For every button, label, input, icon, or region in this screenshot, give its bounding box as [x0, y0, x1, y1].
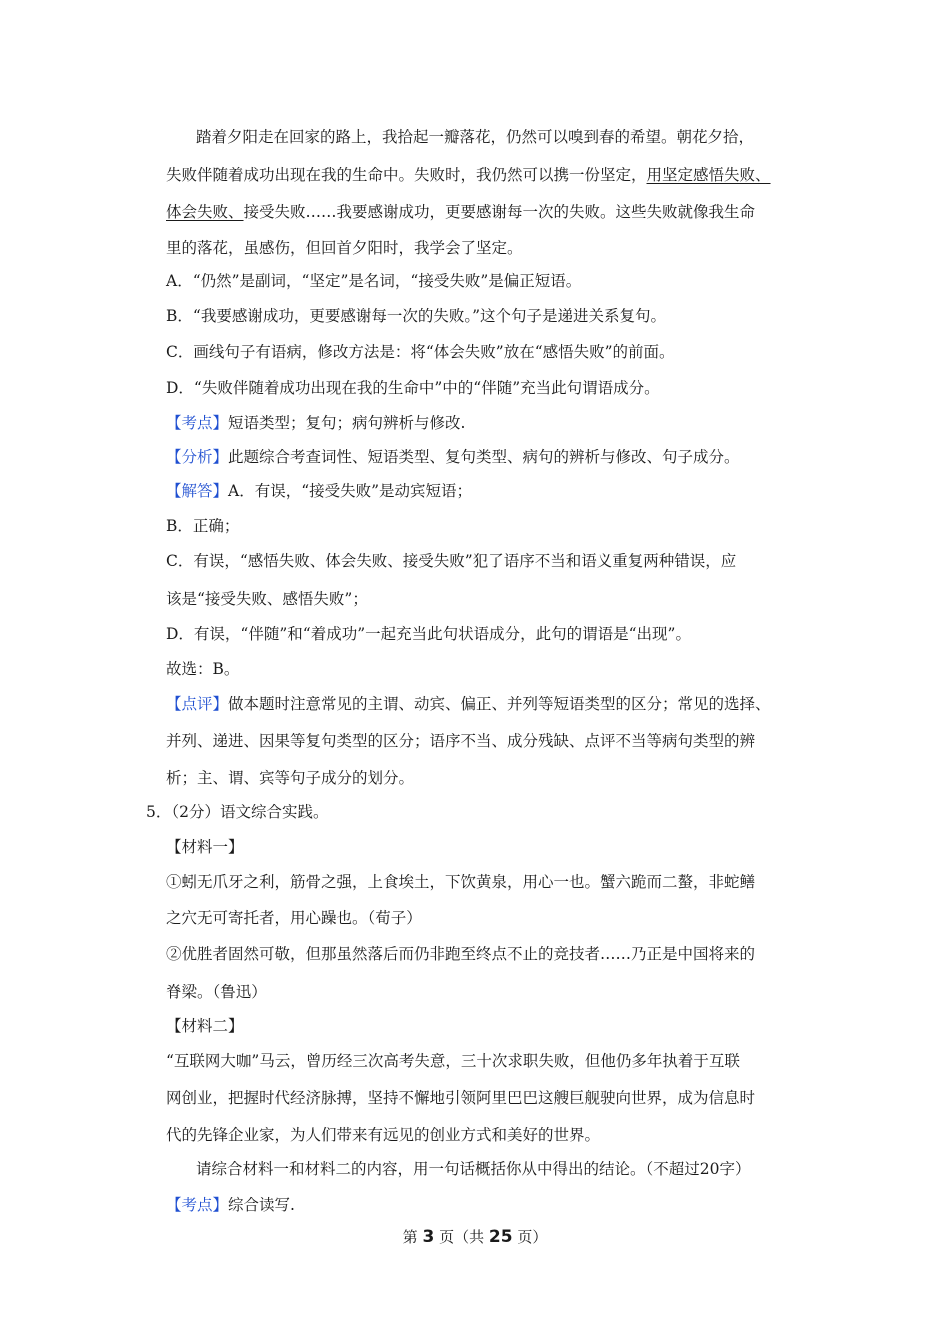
- dianping-tag: 【点评】: [166, 695, 229, 713]
- answer-b: B．正确；: [166, 517, 240, 535]
- option-d: D．“失败伴随着成功出现在我的生命中”中的“伴随”充当此句谓语成分。: [166, 379, 660, 397]
- kaodian-tag: 【考点】: [166, 414, 229, 432]
- jieda-text: A．有误，“接受失败”是动宾短语；: [228, 482, 473, 500]
- kaodian-text: 短语类型；复句；病句辨析与修改.: [228, 414, 466, 432]
- passage-line-2: [166, 165, 826, 185]
- answer-choice: 故选：B。: [166, 660, 240, 678]
- page-footer: [0, 1227, 950, 1247]
- passage-line-3: [166, 202, 826, 222]
- option-a: A．“仍然”是副词，“坚定”是名词，“接受失败”是偏正短语。: [166, 272, 582, 290]
- material-2-title: 【材料二】: [166, 1017, 244, 1035]
- question-5-heading: 5．（2分）语文综合实践。: [146, 803, 329, 821]
- material-2-line-2: 网创业，把握时代经济脉搏，坚持不懈地引领阿里巴巴这艘巨舰驶向世界，成为信息时: [166, 1089, 756, 1107]
- material-2-line-1: “互联网大咖”马云，曾历经三次高考失意，三十次求职失败，但他仍多年执着于互联: [166, 1052, 740, 1070]
- answer-d: D．有误，“伴随”和“着成功”一起充当此句状语成分，此句的谓语是“出现”。: [166, 625, 691, 643]
- kaodian-line: [166, 413, 826, 433]
- dianping-line-3: 析；主、谓、宾等句子成分的划分。: [166, 769, 415, 787]
- material-1-item-1: ①蚓无爪牙之利，筋骨之强，上食埃土，下饮黄泉，用心一也。蟹六跪而二螯，非蛇鳝: [166, 873, 756, 891]
- page-total: 25: [488, 1227, 513, 1247]
- material-1-item-2: ②优胜者固然可敬，但那虽然落后而仍非跑至终点不止的竞技者……乃正是中国将来的: [166, 945, 756, 963]
- footer-pre: 第: [402, 1228, 418, 1246]
- option-b: B．“我要感谢成功，更要感谢每一次的失败。”这个句子是递进关系复句。: [166, 307, 666, 325]
- material-2-line-3: 代的先锋企业家，为人们带来有远见的创业方式和美好的世界。: [166, 1126, 601, 1144]
- dianping-line-2: 并列、递进、因果等复句类型的区分；语序不当、成分残缺、点评不当等病句类型的辨: [166, 732, 756, 750]
- passage-line-1: 踏着夕阳走在回家的路上，我拾起一瓣落花，仍然可以嗅到春的希望。朝花夕拾，: [196, 128, 755, 146]
- kaodian-text: 综合读写.: [228, 1196, 295, 1214]
- material-1-item-1-cont: 之穴无可寄托者，用心躁也。（荀子）: [166, 909, 422, 927]
- kaodian-tag: 【考点】: [166, 1196, 229, 1214]
- passage-text: 失败伴随着成功出现在我的生命中。失败时，我仍然可以携一份坚定，: [166, 166, 647, 184]
- underlined-sentence: 体会失败、: [166, 203, 244, 221]
- material-1-item-2-cont: 脊梁。（鲁迅）: [166, 983, 267, 1001]
- dianping-line-1: [166, 694, 826, 714]
- fenxi-text: 此题综合考查词性、短语类型、复句类型、病句的辨析与修改、句子成分。: [228, 448, 740, 466]
- fenxi-line: [166, 447, 826, 467]
- material-1-title: 【材料一】: [166, 838, 244, 856]
- jieda-tag: 【解答】: [166, 482, 229, 500]
- fenxi-tag: 【分析】: [166, 448, 229, 466]
- option-c: C．画线句子有语病，修改方法是：将“体会失败”放在“感悟失败”的前面。: [166, 343, 675, 361]
- underlined-sentence: 用坚定感悟失败、: [646, 166, 771, 184]
- footer-mid: 页（共: [439, 1228, 485, 1246]
- q5-kaodian-line: [166, 1195, 826, 1215]
- answer-c-line-1: C．有误，“感悟失败、体会失败、接受失败”犯了语序不当和语义重复两种错误，应: [166, 552, 737, 570]
- jieda-line: [166, 481, 826, 501]
- passage-text: 接受失败……我要感谢成功，更要感谢每一次的失败。这些失败就像我生命: [243, 203, 756, 221]
- page-number: 3: [422, 1227, 435, 1247]
- footer-post: 页）: [517, 1228, 548, 1246]
- question-5-prompt: 请综合材料一和材料二的内容，用一句话概括你从中得出的结论。（不超过20字）: [196, 1160, 751, 1178]
- answer-c-line-2: 该是“接受失败、感悟失败”；: [166, 590, 368, 608]
- passage-line-4: 里的落花，虽感伤，但回首夕阳时，我学会了坚定。: [166, 239, 523, 257]
- dianping-text: 做本题时注意常见的主谓、动宾、偏正、并列等短语类型的区分；常见的选择、: [228, 695, 771, 713]
